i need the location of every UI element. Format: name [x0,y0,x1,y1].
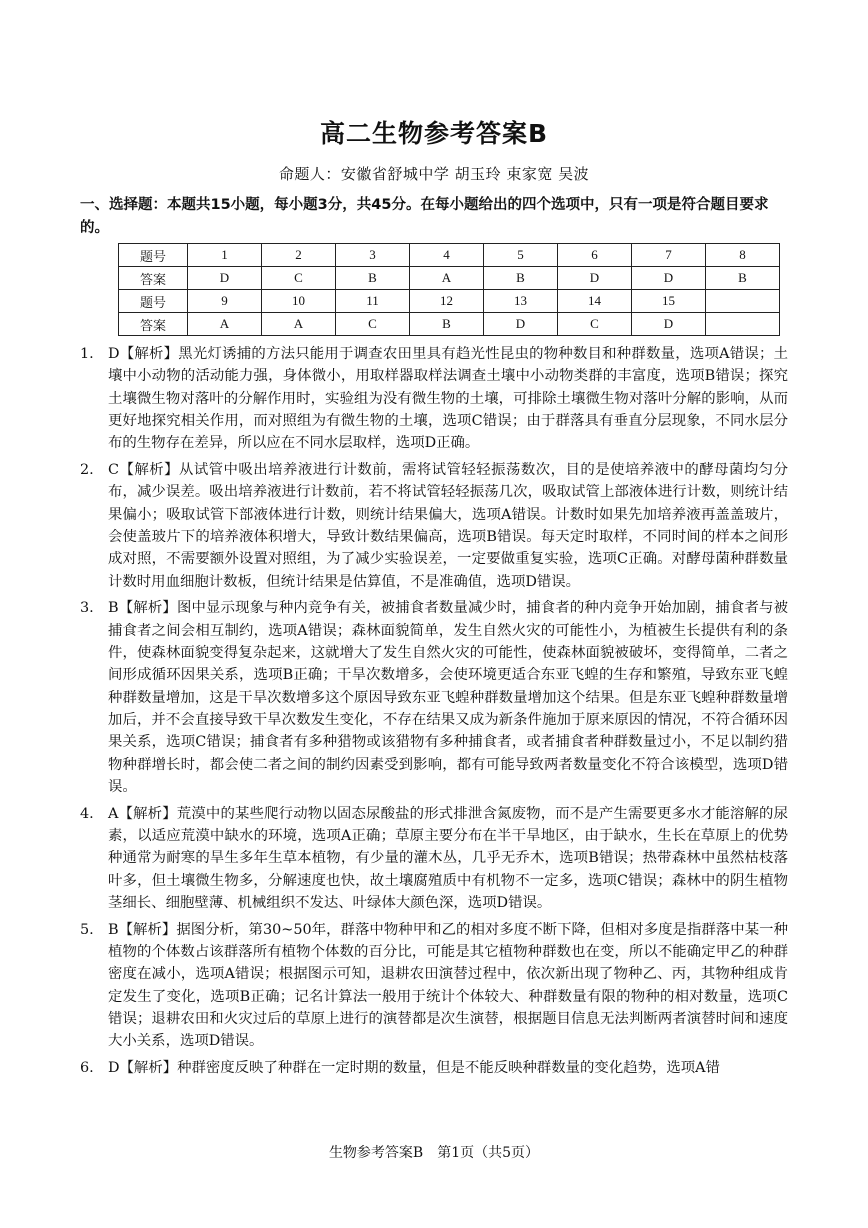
answer-text: B【解析】据图分析，第30~50年，群落中物种甲和乙的相对多度不断下降，但相对多度是指群落中某一种植物的个体数占该群落所有植物个体数的百分比，可能是其它植物种群数也在变，所以不能确定甲乙的种群密度在减小，选项A错误；根据图示可知，退耕农田演替过程中，依次新出现了物种乙、丙，其物种组成肯定发生了变化，选项B正确；记名计算法一般用于统计个体较大、种群数量有限的物种的相对数量，选项C错误；退耕农田和火灾过后的草原上进行的演替都是次生演替，根据题目信息无法判断两者演替时间和速度大小关系，选项D错误。 [108,921,788,1050]
table-cell: D [632,267,706,290]
answer-item [80,459,788,593]
table-cell: D [188,267,262,290]
answer-number: 2. [80,462,94,479]
section-heading: 一、选择题：本题共15小题，每小题3分，共45分。在每小题给出的四个选项中，只有一项是符合题目要求的。 [80,197,769,236]
answer-item [80,803,788,914]
table-row [119,290,780,313]
table-row-header: 答案 [119,267,188,290]
answer-item [80,343,788,454]
authors-line: 命题人：安徽省舒城中学 胡玉玲 束家宽 吴波 [278,165,590,183]
table-cell: 15 [632,290,706,313]
answer-text: B【解析】图中显示现象与种内竞争有关，被捕食者数量减少时，捕食者的种内竞争开始加剧，捕食者与被捕食者之间会相互制约，选项A错误；森林面貌简单，发生自然火灾的可能性小，为植被生长提供有利的条件，使森林面貌变得复杂起来，这就增大了发生自然火灾的可能性，使森林面貌被破坏，变得简单，二者之间形成循环因果关系，选项B正确；干旱次数增多，会使环境更适合东亚飞蝗的生存和繁殖，导致东亚飞蝗种群数量增加，这是干旱次数增多这个原因导致东亚飞蝗种群数量增加这个结果。但是东亚飞蝗种群数量增加后，并不会直接导致干旱次数发生变化，不存在结果又成为新条件施加于原来原因的情况，不符合循环因果关系，选项C错误；捕食者有多种猎物或该猎物有多种捕食者，或者捕食者种群数量过小，不足以制约猎物种群增长时，都会使二者之间的制约因素受到影响，都有可能导致两者数量变化不符合该模型，选项D错误。 [108,600,788,795]
table-cell: C [558,313,632,336]
table-cell: 9 [188,290,262,313]
table-cell: A [188,313,262,336]
table-cell: 8 [706,244,780,267]
answer-number: 6. [80,1060,94,1077]
table-cell: B [706,267,780,290]
table-cell: B [410,313,484,336]
answer-number: 5. [80,921,94,938]
table-row-header: 题号 [119,244,188,267]
table-row-header: 题号 [119,290,188,313]
table-cell: A [262,313,336,336]
table-row [119,267,780,290]
answer-table [118,243,780,336]
table-cell [706,313,780,336]
table-cell: C [262,267,336,290]
answer-text: D【解析】种群密度反映了种群在一定时期的数量，但是不能反映种群数量的变化趋势，选项A错 [108,1060,720,1077]
table-row [119,313,780,336]
answer-explanations [80,343,788,1084]
table-cell: 7 [632,244,706,267]
page-footer: 生物参考答案B 第1页（共5页） [328,1145,540,1161]
page-title: 高二生物参考答案B [319,119,549,148]
answer-text: D【解析】黑光灯诱捕的方法只能用于调查农田里具有趋光性昆虫的物种数目和种群数量，选项A错误；土壤中小动物的活动能力强，身体微小，用取样器取样法调查土壤中小动物类群的丰富度，选项B错误；探究土壤微生物对落叶的分解作用时，实验组为没有微生物的土壤，可排除土壤微生物对落叶分解的影响，从而更好地探究相关作用，而对照组为有微生物的土壤，选项C错误；由于群落具有垂直分层现象，不同水层分布的生物存在差异，所以应在不同水层取样，选项D正确。 [108,346,788,452]
table-cell: C [336,313,410,336]
table-cell: B [336,267,410,290]
answer-item [80,1057,788,1079]
answer-text: A【解析】荒漠中的某些爬行动物以固态尿酸盐的形式排泄含氮废物，而不是产生需要更多水才能溶解的尿素，以适应荒漠中缺水的环境，选项A正确；草原主要分布在半干旱地区，由于缺水，生长在草原上的优势种通常为耐寒的旱生多年生草本植物，有少量的灌木丛，几乎无乔木，选项B错误；热带森林中虽然枯枝落叶多，但土壤微生物多，分解速度也快，故土壤腐殖质中有机物不一定多，选项C错误；森林中的阴生植物茎细长、细胞壁薄、机械组织不发达、叶绿体大颜色深，选项D错误。 [108,805,788,911]
table-cell: D [484,313,558,336]
table-cell: 3 [336,244,410,267]
table-cell: 4 [410,244,484,267]
table-cell: D [558,267,632,290]
answer-text: C【解析】从试管中吸出培养液进行计数前，需将试管轻轻振荡数次，目的是使培养液中的酵母菌均匀分布，减少误差。吸出培养液进行计数前，若不将试管轻轻振荡几次，吸取试管上部液体进行计数，则统计结果偏小；吸取试管下部液体进行计数，则统计结果偏大，选项A错误。计数时如果先加培养液再盖盖玻片，会使盖玻片下的培养液体积增大，导致计数结果偏高，选项B错误。每天定时取样，不同时间的样本之间形成对照，不需要额外设置对照组，为了减少实验误差，一定要做重复实验，选项C正确。对酵母菌种群数量计数时用血细胞计数板，但统计结果是估算值，不是准确值，选项D错误。 [108,462,788,590]
table-cell: 13 [484,290,558,313]
answer-item [80,597,788,798]
answer-number: 3. [80,600,94,617]
table-cell: 12 [410,290,484,313]
table-cell [706,290,780,313]
table-cell: A [410,267,484,290]
table-cell: 11 [336,290,410,313]
answer-item [80,919,788,1053]
table-cell: D [632,313,706,336]
table-cell: 10 [262,290,336,313]
answer-number: 4. [80,805,94,822]
answer-number: 1. [80,346,94,362]
table-cell: B [484,267,558,290]
table-cell: 2 [262,244,336,267]
table-cell: 6 [558,244,632,267]
table-row [119,244,780,267]
table-row-header: 答案 [119,313,188,336]
table-cell: 14 [558,290,632,313]
table-cell: 1 [188,244,262,267]
table-cell: 5 [484,244,558,267]
